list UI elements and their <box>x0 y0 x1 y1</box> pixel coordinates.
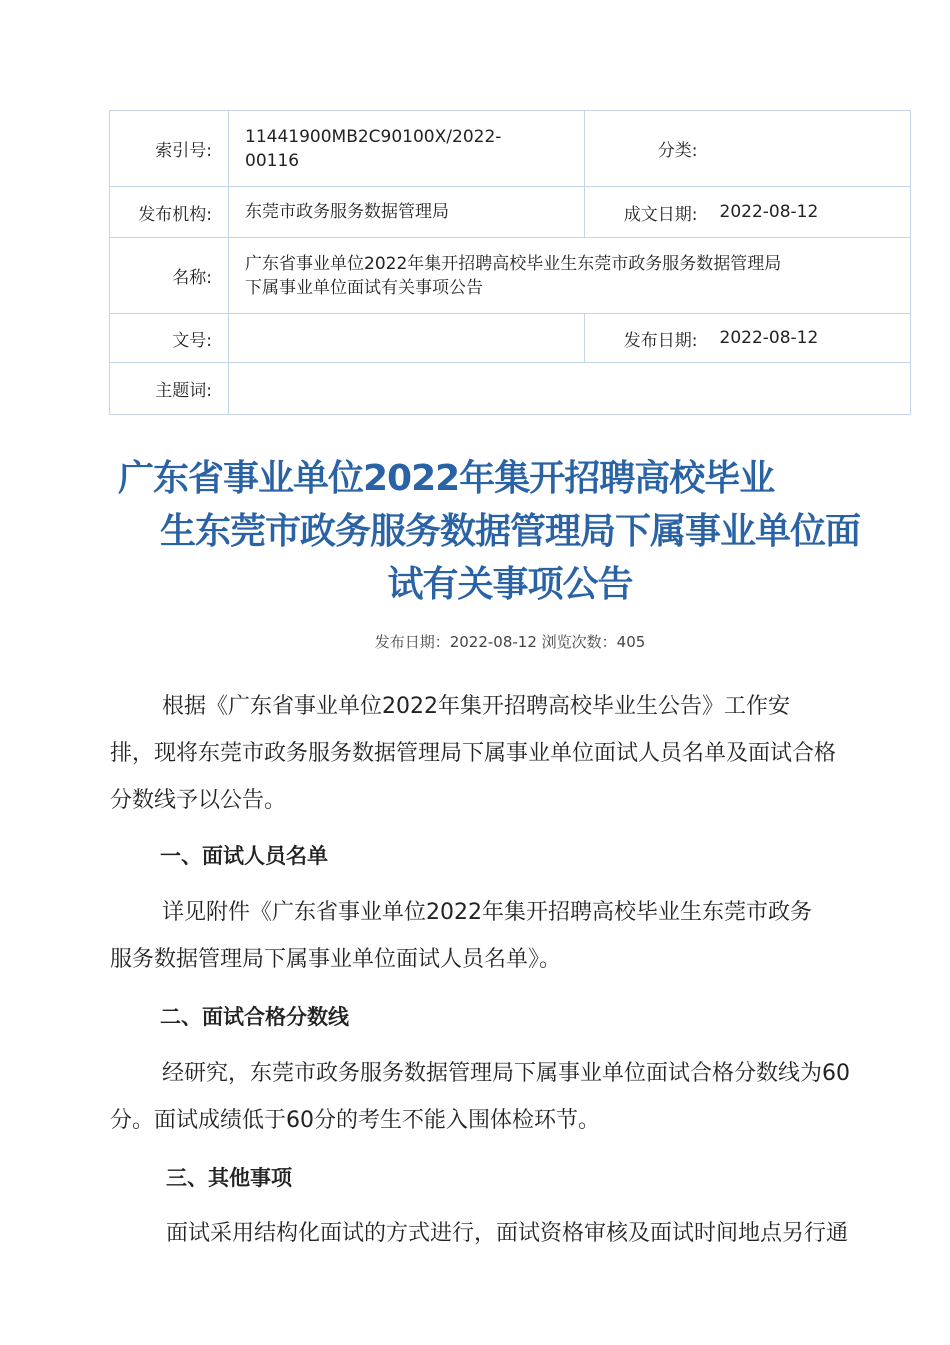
index-no-line2: 00116 <box>245 150 300 171</box>
section1-line2: 服务数据管理局下属事业单位面试人员名单》。 <box>110 947 562 972</box>
title-line1: 广东省事业单位2022年集开招聘高校毕业 <box>118 458 775 499</box>
intro-line2: 排，现将东莞市政务服务数据管理局下属事业单位面试人员名单及面试合格 <box>110 741 837 766</box>
title-line2: 生东莞市政务服务数据管理局下属事业单位面 <box>159 511 860 552</box>
intro-line1: 根据《广东省事业单位2022年集开招聘高校毕业生公告》工作安 <box>162 694 790 719</box>
category-label: 分类: <box>585 111 702 187</box>
section2-heading: 二、面试合格分数线 <box>160 1005 349 1029</box>
meta-row-keywords <box>110 363 911 415</box>
doc-no-label: 文号: <box>110 314 229 363</box>
pub-date-value: 2022-08-12 <box>702 314 911 363</box>
publisher-label: 发布机构: <box>110 187 229 238</box>
index-no-value <box>229 111 585 187</box>
doc-date-value: 2022-08-12 <box>702 187 911 238</box>
meta-row-index <box>110 111 911 187</box>
index-no-line1: 11441900MB2C90100X/2022- <box>245 126 502 147</box>
meta-row-docno <box>110 314 911 363</box>
section3-paragraph <box>110 1210 912 1257</box>
doc-no-value <box>229 314 585 363</box>
section1-line1: 详见附件《广东省事业单位2022年集开招聘高校毕业生东莞市政务 <box>162 900 812 925</box>
section1-paragraph <box>110 889 912 983</box>
doc-date-label: 成文日期: <box>585 187 702 238</box>
keywords-value <box>229 363 911 415</box>
title-line3: 试有关事项公告 <box>387 564 633 605</box>
category-value <box>702 111 911 187</box>
intro-paragraph <box>110 683 912 824</box>
section3-heading: 三、其他事项 <box>166 1166 292 1190</box>
publisher-value: 东莞市政务服务数据管理局 <box>229 187 585 238</box>
section2-line1: 经研究，东莞市政务服务数据管理局下属事业单位面试合格分数线为60 <box>162 1061 850 1086</box>
section3-line1: 面试采用结构化面试的方式进行，面试资格审核及面试时间地点另行通 <box>166 1221 849 1246</box>
meta-row-name <box>110 238 911 314</box>
section1-heading: 一、面试人员名单 <box>160 844 328 868</box>
publish-info: 发布日期：2022-08-12 浏览次数：405 <box>374 633 646 651</box>
name-value <box>229 238 911 314</box>
section2-paragraph <box>110 1050 912 1144</box>
intro-line3: 分数线予以公告。 <box>110 788 287 813</box>
name-line1: 广东省事业单位2022年集开招聘高校毕业生东莞市政务服务数据管理局 <box>245 253 782 274</box>
pub-date-label: 发布日期: <box>585 314 702 363</box>
keywords-label: 主题词: <box>110 363 229 415</box>
section2-line2: 分。面试成绩低于60分的考生不能入围体检环节。 <box>110 1108 600 1133</box>
page-title <box>110 452 910 611</box>
index-no-label: 索引号: <box>110 111 229 187</box>
name-label: 名称: <box>110 238 229 314</box>
document-meta-table <box>109 110 911 415</box>
name-line2: 下属事业单位面试有关事项公告 <box>245 277 483 298</box>
meta-row-publisher <box>110 187 911 238</box>
